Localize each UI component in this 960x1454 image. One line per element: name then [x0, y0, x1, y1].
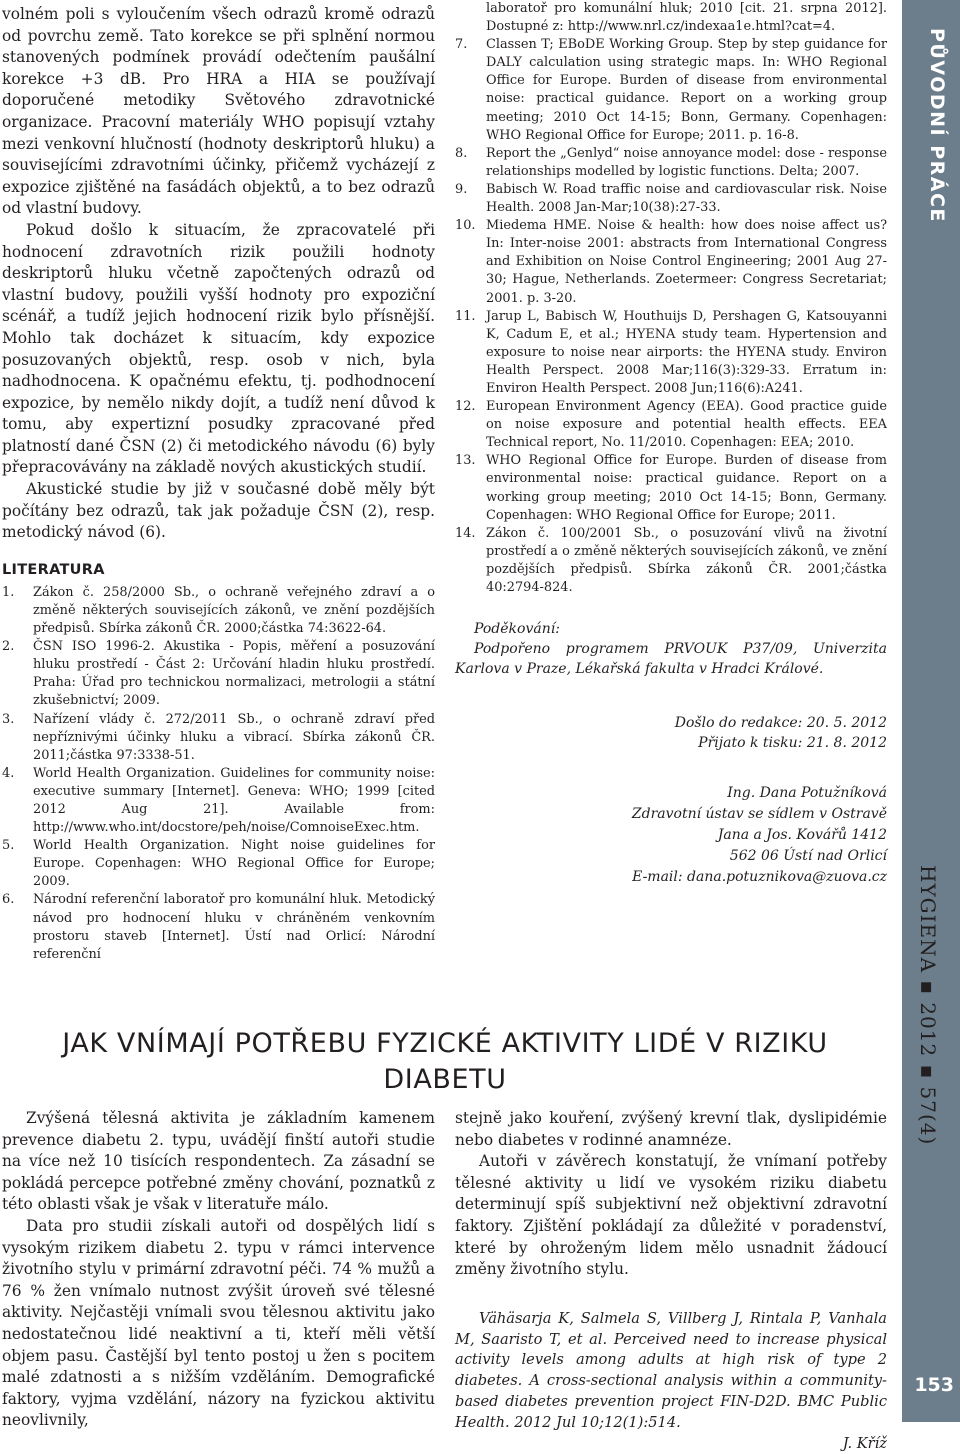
reference-number: 5. — [2, 838, 15, 854]
reference-item — [2, 891, 435, 963]
reference-number: 14. — [455, 525, 476, 541]
reference-item — [455, 217, 887, 307]
author-email: E-mail: dana.potuznikova@zuova.cz — [632, 869, 887, 886]
article2-right-column — [455, 1108, 887, 1454]
reference-text: European Environment Agency (EEA). Good practice guide on noise exposure and potential health effects. EEA Technical report, No. 11/2010. Copenhagen: EEA; 2010. — [486, 399, 887, 451]
reference-text: laboratoř pro komunální hluk; 2010 [cit. 21. srpna 2012]. Dostupné z: http://www.nrl.cz/indexaa1e.html?cat=4. — [486, 1, 887, 35]
reference-text: World Health Organization. Guidelines for community noise: executive summary [Internet]. Geneva: WHO; 1999 [cited 2012 Aug 21]. Available from: http://www.who.int/docstore/peh/noise/ComnoiseExec.htm. — [33, 765, 435, 836]
accepted-date: Přijato k tisku: 21. 8. 2012 — [698, 735, 887, 752]
reference-item — [455, 181, 887, 217]
reference-text: Report the „Genlyd“ noise annoyance model: dose - response relationships modelled by logistic functions. Delta; 2007. — [486, 145, 887, 179]
author-contact — [455, 783, 887, 888]
reference-text: Miedema HME. Noise & health: how does noise affect us? In: Inter-noise 2001: abstracts from International Congress and Exhibition on Noise Control Engineering; 2001 Aug 27-30; Hague, Netherlands. Zoetermeer: Congress Secretariat; 2001. p. 3-20. — [486, 218, 887, 306]
section-label — [926, 28, 948, 223]
signature: J. Kříž — [842, 1434, 887, 1452]
reference-number: 8. — [455, 145, 468, 161]
reference-number: 4. — [2, 765, 15, 781]
reference-text: WHO Regional Office for Europe. Burden of disease from environmental noise: practical guidance. Report on a working group meeting; 2010 Oct 14-15; Bonn, Germany. Copenhagen: WHO Regional Office for Europe; 2011. — [486, 453, 887, 523]
article-dates — [455, 713, 887, 753]
reference-item — [455, 452, 887, 524]
reference-item — [2, 584, 435, 638]
paragraph: Akustické studie by již v současné době měly být počítány bez odrazů, tak jak požaduje ČSN (2), resp. metodický návod (6). — [2, 480, 435, 542]
reference-item — [455, 145, 887, 181]
reference-number: 2. — [2, 639, 15, 655]
reference-item — [455, 36, 887, 145]
paragraph: volném poli s vyloučením všech odrazů kromě odrazů od povrchu země. Tato korekce se při splnění normou stanovených podmínek provádí odečtením paušální korekce +3 dB. Pro HRA a HIA se používají doporučené metodiky Světového zdravotnické organizace. Pracovní materiály WHO popisují vztahy mezi venkovní hlučností (hodnoty deskriptorů hluku) a souvisejícími zdravotními účinky, přičemž vycházejí z expozice zjištěné na fasádách objektů, a to bez odrazů od vlastní budovy. — [2, 5, 435, 218]
reference-number: 7. — [455, 37, 468, 53]
reference-text: ČSN ISO 1996-2. Akustika - Popis, měření a posuzování hluku prostředí - Část 2: Určování hladin hluku prostředí. Praha: Úřad pro technickou normalizaci, metrologii a státní zkušebnictví; 2009. — [33, 639, 435, 709]
reference-item — [2, 638, 435, 710]
reference-number: 10. — [455, 218, 476, 234]
reference-item — [2, 765, 435, 837]
paragraph: Autoři v závěrech konstatují, že vnímaní potřeby tělesné aktivity u lidí ve vysokém riziku diabetu determinují spíš subjektivní než objektivní zdravotní faktory. Zjištění pokládají za důležité v poradenství, které by ohroženým lidem mělo usnadnit žádoucí změny životního stylu. — [455, 1152, 887, 1279]
reference-text: Jarup L, Babisch W, Houthuijs D, Pershagen G, Katsouyanni K, Cadum E, et al.; HYENA study team. Hypertension and exposure to noise near airports: the HYENA study. Environ Health Perspect. 2008 Mar;116(3):329-33. Erratum in: Environ Health Perspect. 2008 Jun;116(6):A241. — [486, 308, 887, 396]
received-date: Došlo do redakce: 20. 5. 2012 — [674, 715, 887, 732]
acknowledgement — [455, 619, 887, 679]
author-line: Jana a Jos. Kovářů 1412 — [717, 827, 887, 844]
reference-continuation — [455, 0, 887, 36]
reference-number: 13. — [455, 453, 476, 469]
right-column — [455, 0, 887, 888]
reference-text: Nařízení vlády č. 272/2011 Sb., o ochraně zdraví před nepříznivými účinky hluku a vibrací. Sbírka zákonů ČR. 2011;částka 97:3338-51. — [33, 711, 435, 763]
reference-list — [2, 584, 435, 964]
author-line: Ing. Dana Potužníková — [727, 785, 887, 802]
literature-heading: LITERATURA — [2, 561, 105, 578]
reference-text: Classen T; EBoDE Working Group. Step by step guidance for DALY calculation using strategic maps. In: WHO Regional Office for Europe. Burden of disease from environmental noise: practical guidance. Report on a working group meeting; 2010 Oct 14-15; Bonn, Germany. Copenhagen: WHO Regional Office for Europe; 2011. p. 16-8. — [486, 37, 887, 143]
acknowledgement-label: Poděkování: — [474, 621, 560, 638]
reference-text: Babisch W. Road traffic noise and cardiovascular risk. Noise Health. 2008 Jan-Mar;10(38):27-33. — [486, 181, 887, 216]
reference-item — [455, 398, 887, 452]
article2-left-column — [2, 1108, 435, 1432]
page-number: 153 — [914, 1374, 954, 1396]
reference-number: 1. — [2, 584, 15, 600]
reference-item — [2, 837, 435, 891]
reference-item — [2, 711, 435, 765]
reference-text: Národní referenční laboratoř pro komunální hluk. Metodický návod pro hodnocení hluku v chráněném venkovním prostoru staveb [Internet]. Ústí nad Orlicí: Národní referenční — [33, 892, 435, 962]
reference-text: Zákon č. 100/2001 Sb., o posuzování vlivů na životní prostředí a o změně některých souvisejících zákonů, ve znění pozdějších předpisů. Sbírka zákonů ČR. 2001;částka 40:2794-824. — [486, 525, 887, 595]
acknowledgement-text: Podpořeno programem PRVOUK P37/09, Univerzita Karlova v Praze, Lékařská fakulta v Hradci Králové. — [455, 641, 887, 678]
reference-number: 11. — [455, 308, 476, 324]
reference-item — [455, 308, 887, 398]
author-line: Zdravotní ústav se sídlem v Ostravě — [631, 806, 887, 823]
author-line: 562 06 Ústí nad Orlicí — [729, 848, 887, 865]
article-title-line: DIABETU — [383, 1064, 507, 1095]
journal-info — [916, 865, 941, 1146]
reference-number: 9. — [455, 181, 468, 197]
reference-text: World Health Organization. Night noise guidelines for Europe. Copenhagen: WHO Regional Office for Europe; 2009. — [33, 838, 435, 890]
reference-number: 6. — [2, 892, 15, 908]
reference-item — [455, 525, 887, 597]
article-title — [0, 1026, 890, 1098]
citation — [455, 1309, 887, 1454]
reference-number: 12. — [455, 399, 476, 415]
paragraph: Pokud došlo k situacím, že zpracovatelé při hodnocení zdravotních rizik použili hodnoty deskriptorů hluku včetně započtených odrazů od vlastní budovy, použili vyšší hodnoty pro expoziční scénář, a tudíž jejich hodnocení rizik bylo přísnější. Mohlo tak docházet k situacím, kdy expozice posuzovaných objektů, resp. osob v nich, byla nadhodnocena. K opačnému efektu, tj. podhodnocení expozice, by nemělo nikdy dojít, a tudíž není důvod k tomu, aby expertizní posudky zpracované před platností dané ČSN (2) či metodického návodu (6) byly přepracovávány na základě nových akustických studií. — [2, 220, 435, 477]
paragraph: Zvýšená tělesná aktivita je základním kamenem prevence diabetu 2. typu, uvádějí finští autoři studie na více než 10 tisících respondentech. Za zásadní se pokládá percepce potřebné změny chování, poznatků z této oblasti však je však v literatuře málo. — [2, 1109, 435, 1214]
citation-text: Vähäsarja K, Salmela S, Villberg J, Rintala P, Vanhala M, Saaristo T, et al. Perceived need to increase physical activity levels among adults at high risk of type 2 diabetes. A cross-sectional analysis within a community-based diabetes prevention project FIN-D2D. BMC Public Health. 2012 Jul 10;12(1):514. — [455, 1309, 887, 1431]
paragraph: stejně jako kouření, zvýšený krevní tlak, dyslipidémie nebo diabetes v rodinné anamnéze. — [455, 1109, 887, 1149]
left-column — [2, 4, 435, 964]
section-label-text: PŮVODNÍ PRÁCE — [926, 28, 948, 223]
reference-list — [455, 36, 887, 597]
article-title-line: JAK VNÍMAJÍ POTŘEBU FYZICKÉ AKTIVITY LIDÉ V RIZIKU — [62, 1028, 828, 1059]
reference-number: 3. — [2, 711, 15, 727]
reference-text: Zákon č. 258/2000 Sb., o ochraně veřejného zdraví a o změně některých souvisejících zákonů, ve znění pozdějších předpisů. Sbírka zákonů ČR. 2000;částka 74:3622-64. — [33, 584, 435, 637]
paragraph: Data pro studii získali autoři od dospělých lidí s vysokým rizikem diabetu 2. typu v rámci intervence životního stylu v primární zdravotní péči. 74 % mužů a 76 % žen vnímalo nutnost zvýšit úroveň své tělesné aktivity. Nejčastěji vnímali svou tělesnou aktivitu jako nedostatečnou lidé neaktivní a ti, kteří měli větší objem pasu. Častější byl tento postoj u žen s pocitem malé zdatnosti a s nižším vzděláním. Demografické faktory, vyjma vzdělání, názory na fyzickou aktivitu neovlivnily, — [2, 1216, 435, 1430]
journal-info-text: HYGIENA ▪ 2012 ▪ 57(4) — [916, 865, 940, 1146]
